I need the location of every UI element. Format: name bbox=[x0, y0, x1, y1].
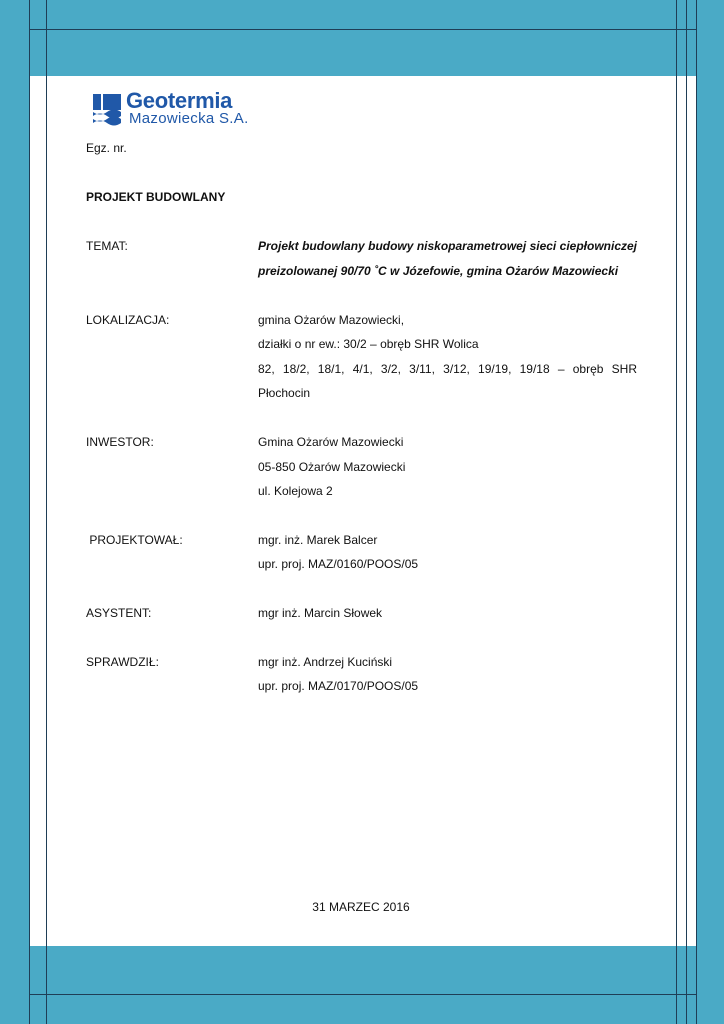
page-body bbox=[46, 76, 676, 946]
projektowal-label: PROJEKTOWAŁ: bbox=[86, 533, 183, 547]
left-stripe bbox=[0, 0, 29, 1024]
lokalizacja-line-2: działki o nr ew.: 30/2 – obręb SHR Wolica bbox=[258, 337, 479, 351]
logo-name: Geotermia bbox=[126, 88, 233, 113]
lokalizacja-line-4: Płochocin bbox=[258, 386, 311, 400]
frame-line-right-outer bbox=[696, 0, 697, 1024]
document-date: 31 MARZEC 2016 bbox=[312, 900, 410, 914]
frame-line-left-inner bbox=[46, 0, 47, 1024]
bottom-band bbox=[0, 946, 724, 1024]
sprawdzil-line-1: mgr inż. Andrzej Kuciński bbox=[258, 655, 393, 669]
copy-number: Egz. nr. bbox=[86, 141, 127, 155]
inwestor-line-1: Gmina Ożarów Mazowiecki bbox=[258, 435, 404, 449]
asystent-label: ASYSTENT: bbox=[86, 606, 152, 620]
right-stripe bbox=[697, 0, 724, 1024]
company-logo bbox=[92, 88, 272, 130]
sprawdzil-line-2: upr. proj. MAZ/0170/POOS/05 bbox=[258, 679, 419, 693]
lokalizacja-line-1: gmina Ożarów Mazowiecki, bbox=[258, 313, 405, 327]
sprawdzil-label: SPRAWDZIŁ: bbox=[86, 655, 159, 669]
document-type: PROJEKT BUDOWLANY bbox=[86, 190, 226, 204]
lokalizacja-line-3: 82, 18/2, 18/1, 4/1, 3/2, 3/11, 3/12, 19/19, 19/18 – obręb SHR bbox=[258, 362, 637, 376]
frame-line-bottom bbox=[29, 994, 696, 995]
temat-line-1: Projekt budowlany budowy niskoparametrowej sieci ciepłowniczej bbox=[258, 239, 637, 253]
inwestor-line-2: 05-850 Ożarów Mazowiecki bbox=[258, 460, 406, 474]
lokalizacja-label: LOKALIZACJA: bbox=[86, 313, 170, 327]
top-band bbox=[0, 0, 724, 76]
inwestor-line-3: ul. Kolejowa 2 bbox=[258, 484, 333, 498]
projektowal-line-2: upr. proj. MAZ/0160/POOS/05 bbox=[258, 557, 419, 571]
inwestor-label: INWESTOR: bbox=[86, 435, 154, 449]
projektowal-line-1: mgr. inż. Marek Balcer bbox=[258, 533, 378, 547]
asystent-line-1: mgr inż. Marcin Słowek bbox=[258, 606, 383, 620]
temat-label: TEMAT: bbox=[86, 239, 128, 253]
logo-subtitle: Mazowiecka S.A. bbox=[129, 110, 249, 127]
frame-line-right-inner bbox=[676, 0, 677, 1024]
frame-line-right-mid bbox=[686, 0, 687, 1024]
frame-line-top bbox=[29, 29, 696, 30]
logo-mark-icon bbox=[92, 93, 122, 129]
frame-line-left-outer bbox=[29, 0, 30, 1024]
temat-line-2: preizolowanej 90/70 ˚C w Józefowie, gmina Ożarów Mazowiecki bbox=[258, 264, 619, 278]
